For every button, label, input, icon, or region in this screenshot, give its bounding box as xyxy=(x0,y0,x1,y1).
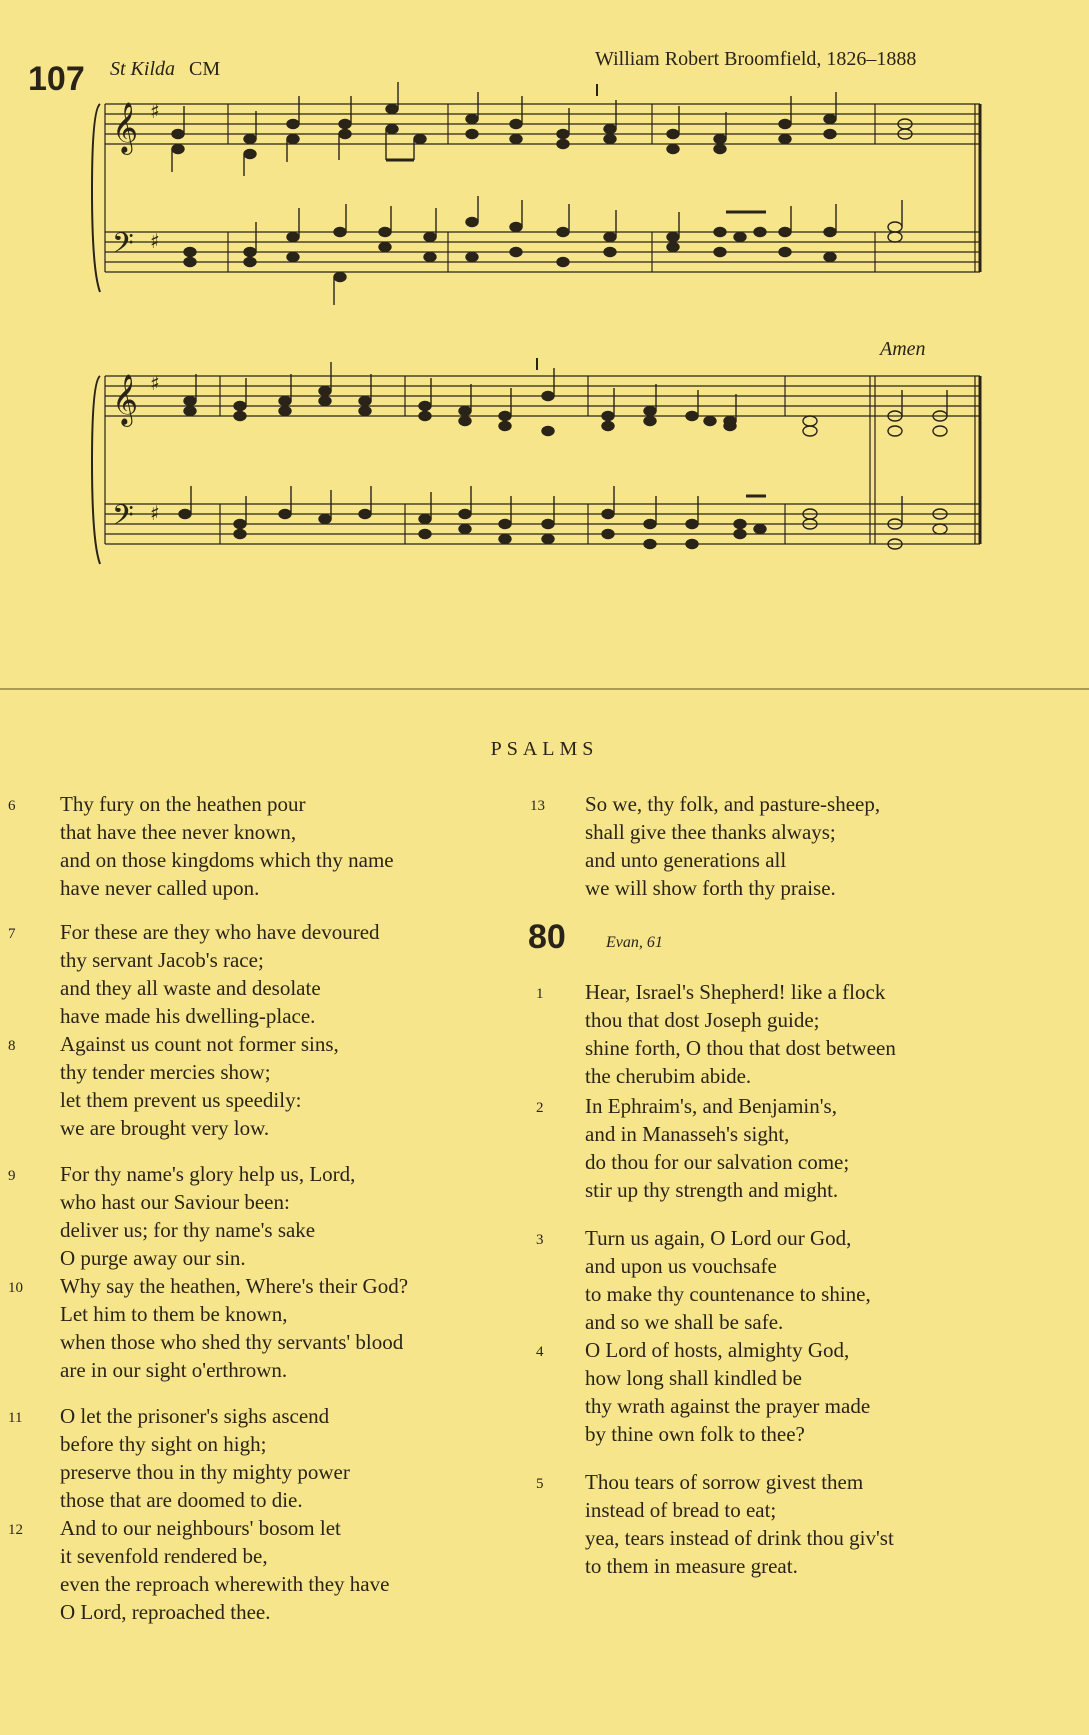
verse-line: to make thy countenance to shine, xyxy=(585,1282,871,1306)
note-group xyxy=(179,486,947,549)
verse-line: So we, thy folk, and pasture-sheep, xyxy=(585,792,881,816)
notes-system-1 xyxy=(172,82,947,549)
verse-line: do thou for our salvation come; xyxy=(585,1150,850,1174)
verse-line: O let the prisoner's sighs ascend xyxy=(60,1404,330,1428)
verse-line: O Lord of hosts, almighty God, xyxy=(585,1338,850,1362)
verse-line: And to our neighbours' bosom let xyxy=(60,1516,341,1540)
verse-number: 5 xyxy=(536,1476,544,1492)
verse-line: have made his dwelling-place. xyxy=(60,1004,316,1028)
verse xyxy=(536,978,896,1090)
verse-line: instead of bread to eat; xyxy=(585,1498,777,1522)
verse-line: Against us count not former sins, xyxy=(60,1032,339,1056)
verse xyxy=(536,1336,871,1448)
verse-number: 3 xyxy=(536,1232,544,1248)
verse-line: when those who shed thy servants' blood xyxy=(60,1330,404,1354)
verse-line: Thy fury on the heathen pour xyxy=(60,792,306,816)
verse-line: deliver us; for thy name's sake xyxy=(60,1218,316,1242)
verse-line: and they all waste and desolate xyxy=(60,976,321,1000)
verse xyxy=(8,1402,350,1514)
verse-line: we will show forth thy praise. xyxy=(585,876,836,900)
verse-number: 6 xyxy=(8,798,16,814)
note-group xyxy=(184,196,902,305)
sharp-icon: ♯ xyxy=(150,501,160,525)
verse-line: to them in measure great. xyxy=(585,1554,798,1578)
verse-number: 7 xyxy=(8,926,16,942)
sharp-icon: ♯ xyxy=(150,371,160,395)
verse xyxy=(530,790,881,902)
verse-line: Turn us again, O Lord our God, xyxy=(585,1226,852,1250)
note-group xyxy=(184,362,947,436)
verse-number: 4 xyxy=(536,1344,544,1360)
verse-line: we are brought very low. xyxy=(60,1116,270,1140)
verse-line: and in Manasseh's sight, xyxy=(585,1122,790,1146)
staff-1-treble xyxy=(105,104,980,144)
note-group xyxy=(172,82,912,176)
verse-line: O Lord, reproached thee. xyxy=(60,1600,271,1624)
verse-line: it sevenfold rendered be, xyxy=(60,1544,268,1568)
verse xyxy=(536,1468,894,1580)
verse-line: are in our sight o'erthrown. xyxy=(60,1358,288,1382)
bass-clef-icon: 𝄢 xyxy=(112,499,134,539)
section-title: PSALMS xyxy=(490,738,599,760)
verse xyxy=(8,1160,356,1272)
sharp-icon: ♯ xyxy=(150,229,160,253)
verse-line: preserve thou in thy mighty power xyxy=(60,1460,350,1484)
verse-line: how long shall kindled be xyxy=(585,1366,802,1390)
verse xyxy=(8,1030,339,1142)
verse-number: 9 xyxy=(8,1168,16,1184)
verse-line: thy tender mercies show; xyxy=(60,1060,271,1084)
verse xyxy=(8,790,394,902)
treble-clef-icon: 𝄞 xyxy=(112,102,139,153)
verse-line: In Ephraim's, and Benjamin's, xyxy=(585,1094,837,1118)
verse xyxy=(8,1514,390,1626)
verse-line: For these are they who have devoured xyxy=(60,920,380,944)
verse-number: 8 xyxy=(8,1038,16,1054)
verse-line: even the reproach wherewith they have xyxy=(60,1572,390,1596)
page-divider xyxy=(0,688,1089,690)
verse-line: who hast our Saviour been: xyxy=(60,1190,290,1214)
hymn-number: 107 xyxy=(28,60,85,98)
bass-clef-icon: 𝄢 xyxy=(112,227,134,267)
verse-number: 1 xyxy=(536,986,544,1002)
verse-line: stir up thy strength and might. xyxy=(585,1178,839,1202)
composer-credit: William Robert Broomfield, 1826–1888 xyxy=(595,48,917,70)
verse-line: shine forth, O thou that dost between xyxy=(585,1036,896,1060)
verse-line: yea, tears instead of drink thou giv'st xyxy=(585,1526,894,1550)
verse-line: and so we shall be safe. xyxy=(585,1310,784,1334)
verse-number: 13 xyxy=(530,798,545,814)
verse-number: 12 xyxy=(8,1522,23,1538)
verse-line: For thy name's glory help us, Lord, xyxy=(60,1162,356,1186)
verse-line: and on those kingdoms which thy name xyxy=(60,848,394,872)
verse xyxy=(8,918,380,1030)
verse-line: and unto generations all xyxy=(585,848,787,872)
verse-line: let them prevent us speedily: xyxy=(60,1088,302,1112)
verse-line: O purge away our sin. xyxy=(60,1246,246,1270)
verse-number: 11 xyxy=(8,1410,23,1426)
verse-line: have never called upon. xyxy=(60,876,260,900)
verse-line: and upon us vouchsafe xyxy=(585,1254,777,1278)
verse-line: the cherubim abide. xyxy=(585,1064,752,1088)
tune-title: St Kilda xyxy=(110,58,176,80)
psalm-tune: Evan, 61 xyxy=(606,934,663,951)
verse-line: thy servant Jacob's race; xyxy=(60,948,264,972)
verse xyxy=(536,1092,850,1204)
verse-line: thou that dost Joseph guide; xyxy=(585,1008,820,1032)
psalm-number: 80 xyxy=(528,918,566,956)
verse xyxy=(536,1224,871,1336)
verse xyxy=(8,1272,409,1384)
verse-line: Let him to them be known, xyxy=(60,1302,288,1326)
amen-label: Amen xyxy=(880,338,926,360)
tune-meter: CM xyxy=(189,58,221,80)
verse-line: Thou tears of sorrow givest them xyxy=(585,1470,864,1494)
verse-line: by thine own folk to thee? xyxy=(585,1422,805,1446)
staff-1-bass xyxy=(105,232,980,272)
verse-line: shall give thee thanks always; xyxy=(585,820,836,844)
verse-line: before thy sight on high; xyxy=(60,1432,267,1456)
verse-line: thy wrath against the prayer made xyxy=(585,1394,871,1418)
verse-line: those that are doomed to die. xyxy=(60,1488,303,1512)
verse-number: 10 xyxy=(8,1280,23,1296)
verse-number: 2 xyxy=(536,1100,544,1116)
sharp-icon: ♯ xyxy=(150,99,160,123)
treble-clef-icon: 𝄞 xyxy=(112,374,139,425)
verse-line: that have thee never known, xyxy=(60,820,297,844)
verse-line: Hear, Israel's Shepherd! like a flock xyxy=(585,980,886,1004)
music-score xyxy=(0,0,1089,600)
verse-line: Why say the heathen, Where's their God? xyxy=(60,1274,409,1298)
